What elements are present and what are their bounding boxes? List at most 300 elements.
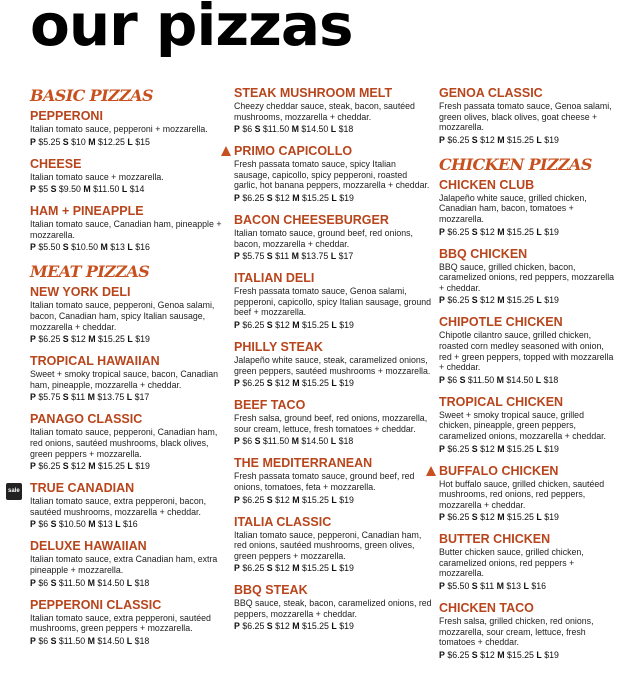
price-value: $9.50 — [58, 184, 81, 195]
item-name — [234, 583, 432, 598]
price-value: $14.50 — [506, 374, 534, 385]
item-description: Italian tomato sauce + mozzarella. — [30, 171, 164, 182]
item-name — [439, 315, 615, 330]
menu-item-buffalo-chicken — [439, 464, 615, 524]
section-heading-meat-pizzas: MEAT PIZZAS — [30, 262, 150, 282]
item-name — [439, 178, 615, 193]
menu-item-bacon-cheeseburger — [234, 213, 432, 262]
menu-item-chipotle-chicken — [439, 315, 615, 385]
price-size-label: P — [439, 134, 445, 145]
price-value: $10.50 — [58, 519, 86, 530]
price-value: $13 — [506, 581, 522, 592]
menu-item-steak-mushroom-melt — [234, 86, 432, 135]
price-value: $18 — [543, 374, 559, 385]
price-value: $19 — [544, 512, 559, 523]
price-size-label: L — [523, 581, 529, 592]
price-size-label: S — [50, 635, 57, 646]
price-value: $19 — [135, 334, 150, 345]
price-value: $15.25 — [507, 649, 534, 660]
price-size-label: M — [497, 134, 505, 145]
price-size-label: S — [471, 295, 478, 306]
item-name-text: GENOA CLASSIC — [439, 86, 543, 100]
item-prices — [439, 443, 615, 455]
price-value: $19 — [339, 378, 354, 389]
price-size-label: P — [439, 443, 445, 454]
price-size-label: L — [331, 621, 337, 632]
item-description: BBQ sauce, steak, bacon, caramelized onions, red peppers, mozzarella + cheddar. — [234, 598, 432, 619]
price-value: $15.25 — [302, 319, 329, 330]
price-value: $15.25 — [98, 461, 125, 472]
menu-item-true-canadian — [8, 481, 222, 530]
item-name-text: HAM + PINEAPPLE — [30, 204, 144, 219]
price-value: $11.50 — [262, 124, 290, 135]
price-size-label: L — [535, 374, 542, 385]
item-description: Italian tomato sauce, extra Canadian ham, extra pineapple + mozzarella. — [30, 554, 218, 575]
price-size-label: S — [266, 494, 273, 505]
price-size-label: M — [291, 436, 299, 447]
item-description: Italian tomato sauce, ground beef, red onions, bacon, mozzarella + cheddar. — [234, 227, 413, 249]
item-name — [439, 247, 615, 262]
item-prices — [234, 123, 432, 135]
price-value: $15.25 — [302, 563, 329, 574]
price-value: $6.25 — [242, 319, 265, 330]
item-prices — [439, 649, 615, 661]
price-size-label: S — [266, 563, 273, 574]
price-value: $14.50 — [301, 124, 329, 135]
price-value: $18 — [134, 635, 150, 646]
item-name — [234, 271, 432, 286]
item-description: BBQ sauce, grilled chicken, bacon, caramelized onions, red peppers, mozzarella + cheddar. — [439, 261, 615, 293]
price-value: $6.25 — [447, 226, 470, 237]
price-size-label: P — [30, 392, 36, 403]
price-size-label: M — [292, 563, 300, 574]
menu-column-1 — [8, 86, 222, 656]
price-value: $14.50 — [97, 577, 125, 588]
item-description: Butter chicken sauce, grilled chicken, caramelized onions, red peppers + mozzarella. — [439, 547, 584, 579]
price-value: $19 — [544, 134, 559, 145]
price-value: $6 — [242, 436, 253, 447]
item-name — [30, 598, 222, 613]
price-size-label: S — [266, 378, 273, 389]
menu-item-pepperoni — [30, 109, 222, 148]
price-value: $10 — [71, 136, 86, 147]
price-value: $19 — [544, 443, 559, 454]
price-value: $12 — [275, 192, 290, 203]
price-size-label: L — [330, 436, 337, 447]
price-value: $6.25 — [242, 621, 265, 632]
price-value: $12 — [480, 649, 495, 660]
item-description: Fresh passata tomato sauce, ground beef, red onions, tomatoes, feta + mozzarella. — [234, 471, 415, 492]
price-value: $19 — [544, 226, 559, 237]
price-value: $15.25 — [302, 378, 329, 389]
price-size-label: L — [127, 334, 133, 345]
price-size-label: S — [266, 319, 273, 330]
menu-column-2 — [234, 86, 432, 641]
price-size-label: M — [87, 577, 95, 588]
price-size-label: S — [471, 581, 478, 592]
item-name — [234, 340, 432, 355]
item-prices — [30, 241, 222, 253]
price-value: $11.50 — [262, 436, 290, 447]
price-size-label: M — [291, 251, 299, 262]
menu-item-deluxe-hawaiian — [30, 539, 222, 588]
price-size-label: S — [62, 334, 69, 345]
price-value: $18 — [338, 124, 354, 135]
item-name — [234, 398, 432, 413]
price-size-label: L — [126, 635, 133, 646]
price-value: $6.25 — [447, 443, 470, 454]
price-value: $15.25 — [98, 334, 125, 345]
price-value: $16 — [531, 581, 547, 592]
price-value: $12 — [71, 461, 86, 472]
item-name-text: PEPPERONI CLASSIC — [30, 597, 162, 612]
item-name — [30, 285, 222, 300]
item-prices — [234, 494, 432, 506]
price-value: $6.25 — [242, 494, 265, 505]
menu-item-tropical-chicken — [439, 395, 615, 455]
price-value: $13 — [98, 519, 113, 530]
price-value: $15.25 — [507, 295, 534, 306]
price-size-label: L — [126, 577, 133, 588]
price-size-label: L — [127, 461, 133, 472]
price-size-label: P — [30, 136, 36, 147]
item-name-text: BUFFALO CHICKEN — [439, 463, 559, 478]
price-size-label: S — [50, 577, 57, 588]
item-prices — [30, 136, 222, 148]
price-size-label: P — [234, 436, 240, 447]
price-size-label: L — [330, 124, 337, 135]
item-prices — [30, 577, 222, 589]
item-name-text: TROPICAL HAWAIIAN — [30, 354, 160, 369]
item-prices — [439, 294, 615, 306]
price-size-label: M — [497, 512, 505, 523]
price-value: $19 — [339, 563, 354, 574]
price-size-label: L — [127, 242, 133, 253]
spicy-flame-icon — [426, 466, 436, 476]
price-size-label: P — [30, 519, 36, 530]
price-size-label: P — [439, 295, 445, 306]
price-size-label: S — [254, 436, 261, 447]
item-description: Italian tomato sauce, pepperoni, Canadian ham, red onions, sautéed mushrooms, green olives, green peppers + mozzarella. — [234, 529, 422, 561]
price-value: $12 — [275, 621, 290, 632]
menu-column-3 — [439, 86, 615, 670]
price-value: $12 — [480, 134, 495, 145]
price-value: $15.25 — [302, 494, 329, 505]
price-value: $13 — [110, 242, 125, 253]
item-prices — [30, 391, 222, 403]
item-name — [439, 464, 615, 479]
item-name — [30, 157, 222, 172]
price-size-label: M — [497, 295, 505, 306]
price-size-label: P — [30, 635, 36, 646]
item-name — [30, 354, 222, 369]
item-name-text: ITALIAN DELI — [234, 271, 315, 286]
price-size-label: L — [331, 494, 337, 505]
item-description: Fresh passata tomato sauce, Genoa salami, green olives, black olives, goat cheese + mozzarella. — [439, 101, 612, 133]
price-value: $18 — [134, 577, 150, 588]
price-size-label: L — [115, 519, 121, 530]
price-value: $5.50 — [38, 242, 61, 253]
price-size-label: M — [497, 443, 505, 454]
item-name-text: CHIPOTLE CHICKEN — [439, 315, 563, 330]
price-value: $11.50 — [467, 374, 495, 385]
menu-item-pepperoni-classic — [30, 598, 222, 647]
item-name-text: ITALIA CLASSIC — [234, 514, 332, 529]
price-size-label: L — [536, 512, 542, 523]
item-name-text: CHEESE — [30, 156, 82, 171]
price-size-label: P — [234, 563, 240, 574]
price-size-label: P — [234, 621, 240, 632]
item-name-text: BACON CHEESEBURGER — [234, 212, 389, 227]
item-prices — [30, 333, 222, 345]
price-value: $15.25 — [302, 192, 329, 203]
price-size-label: L — [121, 184, 128, 195]
price-value: $12.25 — [98, 136, 125, 147]
item-name-text: THE MEDITERRANEAN — [234, 456, 373, 471]
price-value: $6 — [38, 519, 49, 530]
price-value: $6.25 — [242, 563, 265, 574]
price-value: $5.75 — [242, 251, 265, 262]
price-value: $12 — [480, 226, 495, 237]
price-size-label: P — [234, 494, 240, 505]
price-value: $11.50 — [58, 635, 86, 646]
price-value: $6.25 — [242, 192, 265, 203]
item-prices — [234, 192, 432, 204]
price-value: $5 — [38, 184, 49, 195]
price-value: $6.25 — [447, 134, 470, 145]
price-size-label: P — [234, 251, 240, 262]
item-description: Fresh salsa, ground beef, red onions, mozzarella, sour cream, lettuce, fresh tomatoes + cheddar. — [234, 413, 428, 434]
price-value: $12 — [480, 512, 495, 523]
price-size-label: M — [291, 124, 299, 135]
item-name — [234, 86, 432, 101]
price-value: $6 — [38, 577, 49, 588]
item-name — [234, 515, 432, 530]
item-prices — [234, 319, 432, 331]
price-value: $19 — [339, 192, 354, 203]
price-value: $19 — [339, 621, 354, 632]
price-size-label: M — [87, 635, 95, 646]
price-size-label: M — [292, 378, 300, 389]
price-size-label: M — [83, 184, 91, 195]
price-size-label: P — [234, 192, 240, 203]
price-value: $5.75 — [38, 392, 61, 403]
price-value: $11.50 — [93, 184, 120, 195]
price-value: $6.25 — [447, 512, 470, 523]
item-prices — [30, 183, 222, 195]
menu-item-the-mediterranean — [234, 456, 432, 505]
item-prices — [439, 580, 615, 592]
price-size-label: M — [87, 392, 95, 403]
item-description: Fresh salsa, grilled chicken, red onions, mozzarella, sour cream, lettuce, fresh tomatoes + cheddar. — [439, 616, 594, 648]
price-value: $15.25 — [507, 443, 534, 454]
item-prices — [439, 511, 615, 523]
price-value: $14.50 — [97, 635, 125, 646]
price-size-label: S — [471, 649, 478, 660]
item-prices — [439, 374, 615, 386]
price-size-label: P — [439, 649, 445, 660]
item-name-text: CHICKEN CLUB — [439, 177, 535, 192]
item-prices — [30, 635, 222, 647]
price-size-label: S — [471, 443, 478, 454]
price-value: $11.50 — [58, 577, 86, 588]
menu-item-philly-steak — [234, 340, 432, 389]
item-name-text: BBQ STEAK — [234, 583, 308, 598]
price-value: $16 — [123, 519, 138, 530]
price-value: $12 — [275, 563, 290, 574]
price-size-label: P — [30, 577, 36, 588]
item-name-text: TRUE CANADIAN — [30, 481, 135, 496]
item-prices — [234, 562, 432, 574]
item-name — [439, 532, 615, 547]
price-value: $13.75 — [97, 392, 125, 403]
item-prices — [234, 377, 432, 389]
item-name — [234, 213, 432, 228]
price-size-label: M — [496, 581, 504, 592]
price-value: $10.50 — [71, 242, 99, 253]
menu-item-new-york-deli — [30, 285, 222, 345]
price-value: $6 — [242, 124, 253, 135]
item-description: Chipotle cilantro sauce, grilled chicken, roasted corn medley seasoned with onion, red + green peppers, topped with mozzarella + cheddar. — [439, 330, 614, 373]
menu-item-genoa-classic — [439, 86, 615, 146]
price-size-label: P — [234, 378, 240, 389]
item-name — [30, 539, 222, 554]
item-prices — [30, 460, 222, 472]
item-name-text: BBQ CHICKEN — [439, 246, 528, 261]
price-size-label: S — [266, 251, 273, 262]
item-name — [8, 481, 222, 496]
item-description: Italian tomato sauce, extra pepperoni, sautéed mushrooms, green peppers + mozzarella. — [30, 612, 211, 634]
item-name-text: BEEF TACO — [234, 398, 306, 413]
price-size-label: P — [234, 319, 240, 330]
price-size-label: L — [536, 295, 542, 306]
price-size-label: L — [331, 192, 337, 203]
price-value: $19 — [135, 461, 150, 472]
item-description: Sweet + smoky tropical sauce, bacon, Canadian ham, pineapple, mozzarella + cheddar. — [30, 369, 219, 390]
item-name-text: PANAGO CLASSIC — [30, 412, 143, 427]
price-size-label: P — [30, 461, 36, 472]
price-value: $19 — [544, 649, 559, 660]
item-name — [30, 109, 222, 124]
item-name-text: STEAK MUSHROOM MELT — [234, 86, 393, 100]
item-description: Fresh passata tomato sauce, Genoa salami, pepperoni, capicollo, spicy Italian sausage, ground beef + mozzarella. — [234, 286, 432, 318]
price-value: $15.25 — [507, 134, 534, 145]
item-prices — [439, 226, 615, 238]
price-value: $6.25 — [447, 295, 470, 306]
price-size-label: S — [459, 374, 466, 385]
item-name — [439, 601, 615, 616]
price-size-label: L — [127, 136, 133, 147]
price-value: $16 — [135, 242, 150, 253]
price-size-label: S — [62, 461, 69, 472]
menu-item-butter-chicken — [439, 532, 615, 592]
price-size-label: M — [496, 374, 504, 385]
item-description: Jalapeño white sauce, steak, caramelized onions, green peppers, sautéed mushrooms + mozzarella. — [234, 354, 431, 376]
item-name — [439, 395, 615, 410]
price-size-label: L — [126, 392, 133, 403]
price-size-label: L — [331, 319, 337, 330]
price-value: $5.25 — [38, 136, 61, 147]
item-description: Italian tomato sauce, extra pepperoni, bacon, sautéed mushrooms, mozzarella + cheddar. — [30, 496, 207, 517]
price-size-label: M — [497, 649, 505, 660]
price-size-label: S — [471, 134, 478, 145]
menu-item-tropical-hawaiian — [30, 354, 222, 403]
item-description: Hot buffalo sauce, grilled chicken, sautéed mushrooms, red onions, red peppers, mozzarella + cheddar. — [439, 478, 605, 510]
price-value: $11 — [71, 392, 86, 403]
menu-item-chicken-club — [439, 178, 615, 238]
price-size-label: S — [266, 192, 273, 203]
price-size-label: S — [471, 226, 478, 237]
price-value: $15.25 — [507, 226, 534, 237]
item-name-text: NEW YORK DELI — [30, 285, 131, 300]
item-name — [30, 204, 222, 219]
price-size-label: M — [88, 461, 96, 472]
menu-item-bbq-steak — [234, 583, 432, 632]
price-size-label: P — [30, 334, 36, 345]
item-description: Italian tomato sauce, pepperoni, Genoa salami, bacon, Canadian ham, spicy Italian sausage, mozzarella + cheddar. — [30, 300, 215, 332]
item-prices — [439, 134, 615, 146]
price-size-label: M — [88, 136, 96, 147]
item-name — [439, 86, 615, 101]
price-value: $6 — [38, 635, 49, 646]
price-size-label: M — [292, 494, 300, 505]
item-description: Jalapeño white sauce, grilled chicken, Canadian ham, bacon, tomatoes + mozzarella. — [439, 192, 587, 224]
price-size-label: S — [62, 392, 69, 403]
item-name-text: TROPICAL CHICKEN — [439, 394, 564, 409]
price-value: $19 — [339, 319, 354, 330]
price-size-label: P — [439, 512, 445, 523]
price-value: $5.50 — [447, 581, 470, 592]
item-name — [234, 456, 432, 471]
price-value: $19 — [544, 295, 559, 306]
item-name-text: DELUXE HAWAIIAN — [30, 539, 147, 554]
item-name-text: CHICKEN TACO — [439, 601, 534, 616]
price-size-label: M — [292, 621, 300, 632]
item-description: Cheezy cheddar sauce, steak, bacon, sautéed mushrooms, mozzarella + cheddar. — [234, 101, 415, 122]
price-size-label: S — [50, 519, 57, 530]
price-value: $6.25 — [38, 334, 61, 345]
item-description: Sweet + smoky tropical sauce, grilled chicken, pineapple, green peppers, caramelized onions, mozzarella + cheddar. — [439, 409, 606, 441]
price-value: $15.25 — [507, 512, 534, 523]
price-size-label: P — [439, 374, 445, 385]
price-size-label: M — [497, 226, 505, 237]
price-value: $15.25 — [302, 621, 329, 632]
price-size-label: S — [62, 242, 69, 253]
menu-item-ham-pineapple — [30, 204, 222, 253]
price-value: $12 — [275, 378, 290, 389]
menu-item-chicken-taco — [439, 601, 615, 661]
item-name-text: PEPPERONI — [30, 109, 103, 123]
price-value: $12 — [480, 443, 495, 454]
price-size-label: L — [536, 443, 542, 454]
page-title: our pizzas — [30, 0, 353, 59]
item-name-text: PHILLY STEAK — [234, 339, 323, 354]
price-size-label: M — [88, 519, 96, 530]
menu-item-italia-classic — [234, 515, 432, 575]
price-value: $11 — [275, 251, 290, 262]
price-size-label: L — [536, 226, 542, 237]
menu-item-bbq-chicken — [439, 247, 615, 307]
price-size-label: L — [330, 251, 337, 262]
price-size-label: L — [536, 649, 542, 660]
price-size-label: P — [234, 124, 240, 135]
price-size-label: P — [30, 242, 36, 253]
price-value: $14.50 — [301, 436, 329, 447]
item-description: Italian tomato sauce, pepperoni, Canadian ham, red onions, sautéed mushrooms, black olives, green peppers + mozzarella. — [30, 427, 218, 459]
price-size-label: L — [331, 563, 337, 574]
item-prices — [234, 250, 432, 262]
price-value: $12 — [71, 334, 86, 345]
